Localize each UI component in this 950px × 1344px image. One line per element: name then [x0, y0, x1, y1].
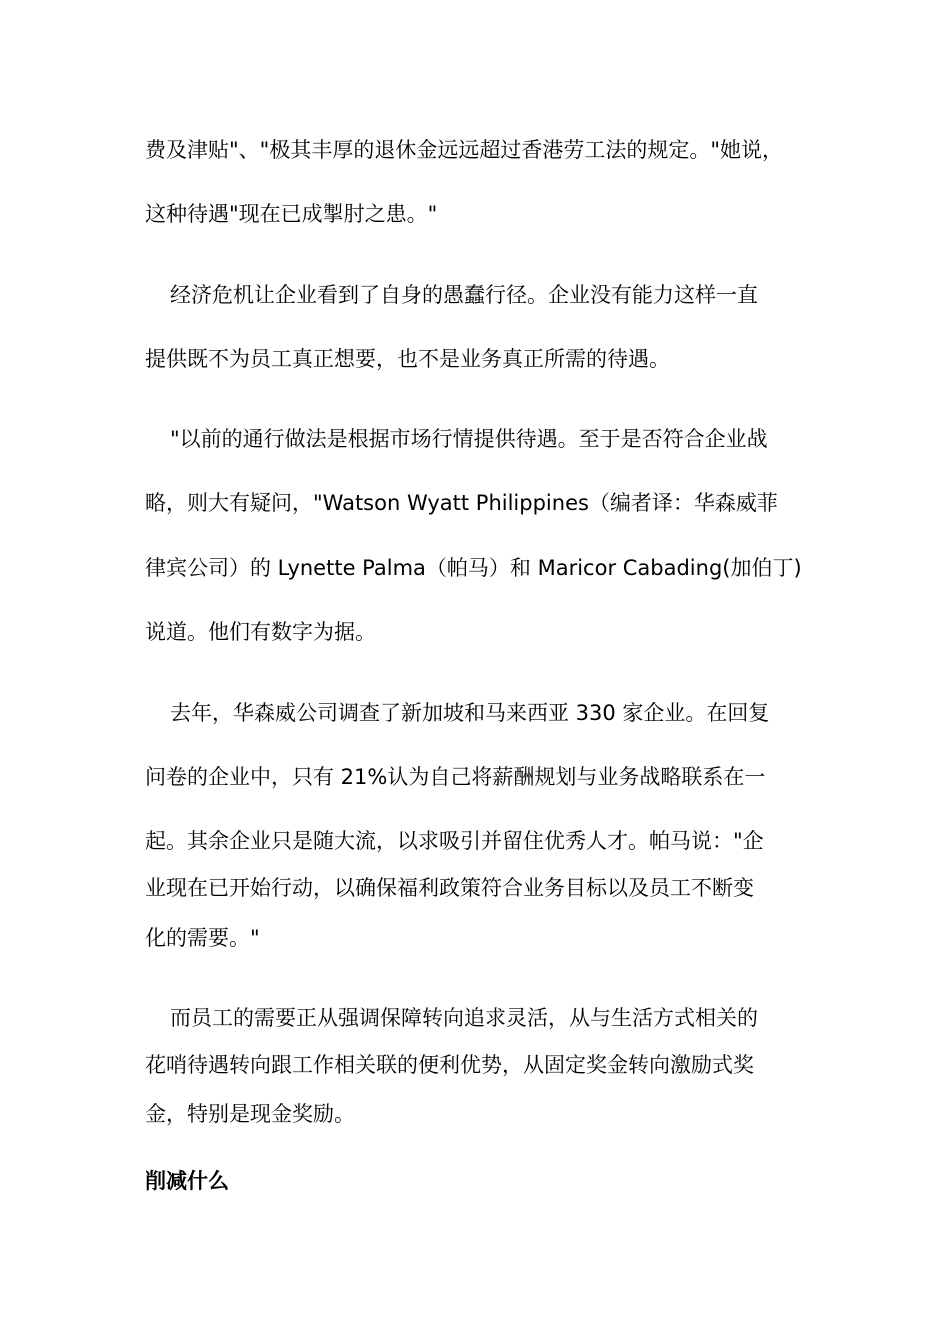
- text-line: 提供既不为员工真正想要，也不是业务真正所需的待遇。: [145, 347, 670, 371]
- text-line: 起。其余企业只是随大流，以求吸引并留住优秀人才。帕马说："企: [145, 829, 764, 853]
- text-line: 化的需要。": [145, 926, 260, 950]
- text-line: 略，则大有疑问，"Watson Wyatt Philippines（编者译：华森威菲: [145, 491, 778, 515]
- text-line: 花哨待遇转向跟工作相关联的便利优势，从固定奖金转向激励式奖: [145, 1053, 754, 1077]
- text-line: 问卷的企业中，只有 21%认为自己将薪酬规划与业务战略联系在一: [145, 765, 766, 789]
- text-line: 说道。他们有数字为据。: [145, 620, 376, 644]
- text-line: "以前的通行做法是根据市场行情提供待遇。至于是否符合企业战: [170, 427, 768, 451]
- text-line: 金，特别是现金奖励。: [145, 1102, 355, 1126]
- text-line: 费及津贴"、"极其丰厚的退休金远远超过香港劳工法的规定。"她说，: [145, 138, 783, 162]
- text-line: 而员工的需要正从强调保障转向追求灵活，从与生活方式相关的: [170, 1006, 758, 1030]
- section-heading: 削减什么: [145, 1169, 229, 1193]
- text-line: 去年，华森威公司调查了新加坡和马来西亚 330 家企业。在回复: [170, 701, 770, 725]
- text-line: 经济危机让企业看到了自身的愚蠢行径。企业没有能力这样一直: [170, 283, 758, 307]
- text-line: 业现在已开始行动，以确保福利政策符合业务目标以及员工不断变: [145, 876, 754, 900]
- text-line: 这种待遇"现在已成掣肘之患。": [145, 202, 438, 226]
- text-line: 律宾公司）的 Lynette Palma（帕马）和 Maricor Cabading(加伯丁): [145, 556, 802, 580]
